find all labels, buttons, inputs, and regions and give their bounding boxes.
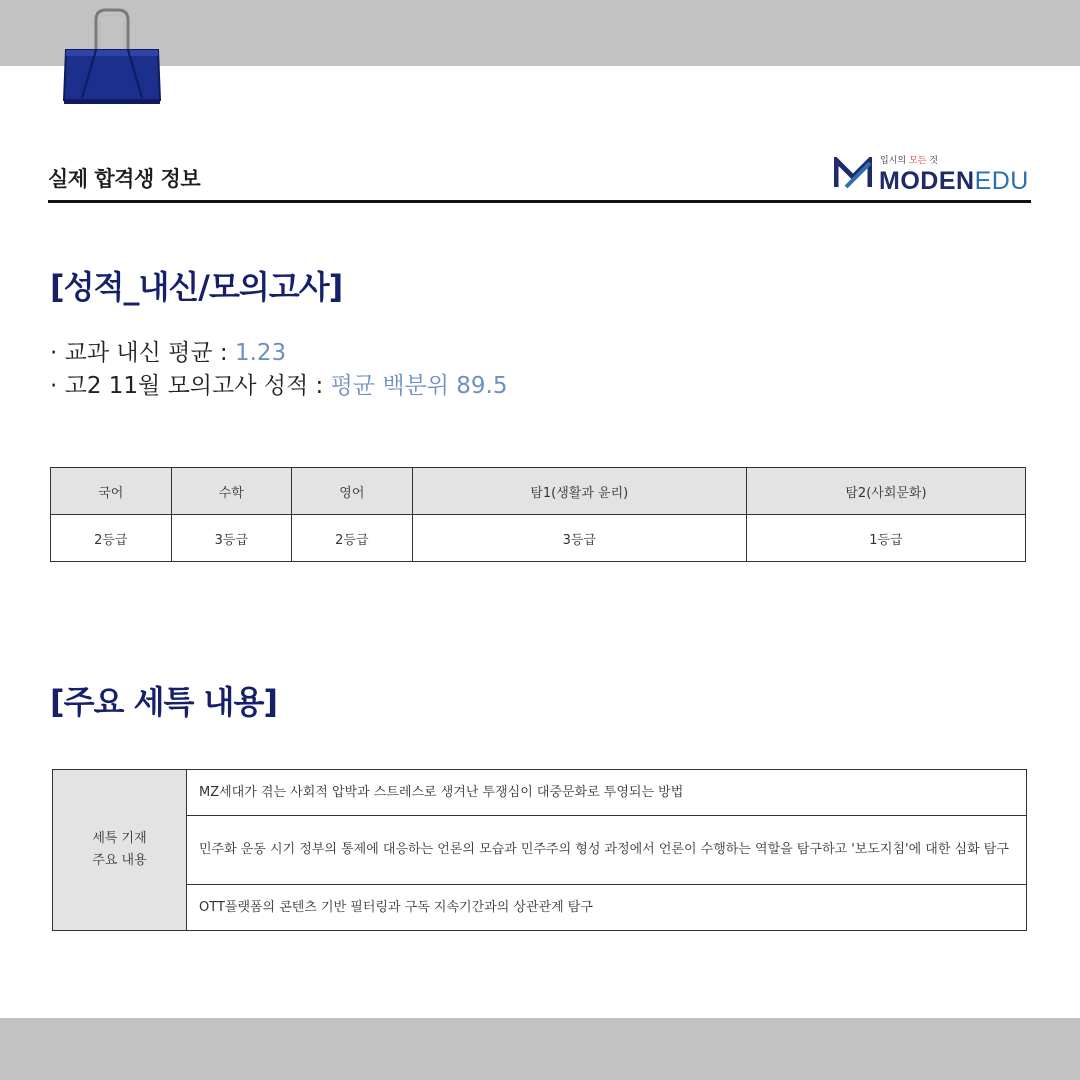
header-divider — [48, 200, 1031, 203]
grades-value-cell: 3등급 — [171, 515, 292, 562]
modenedu-logo — [834, 153, 1034, 195]
setuk-section-title: [주요 세특 내용] — [50, 683, 278, 721]
grades-header-cell: 수학 — [171, 468, 292, 515]
setuk-item: MZ세대가 겪는 사회적 압박과 스트레스로 생겨난 투쟁심이 대중문화로 투영되는 방법 — [187, 770, 1027, 816]
grades-value-cell: 2등급 — [292, 515, 413, 562]
grades-value-row — [51, 515, 1026, 562]
setuk-row — [53, 770, 1027, 816]
grades-header-cell: 영어 — [292, 468, 413, 515]
bottom-band — [0, 1018, 1080, 1080]
grades-header-row — [51, 468, 1026, 515]
logo-tagline: 입시의 모든 것 — [880, 156, 938, 166]
grades-table — [50, 467, 1026, 562]
grades-value-cell: 3등급 — [412, 515, 746, 562]
bullet-mock-exam: · 고2 11월 모의고사 성적 : 평균 백분위 89.5 — [50, 373, 508, 399]
setuk-row — [53, 816, 1027, 885]
grades-value-cell: 2등급 — [51, 515, 172, 562]
grades-value-cell: 1등급 — [746, 515, 1025, 562]
grades-header-cell: 탐2(사회문화) — [746, 468, 1025, 515]
grades-header-cell: 탐1(생활과 윤리) — [412, 468, 746, 515]
grades-header-cell: 국어 — [51, 468, 172, 515]
binder-clip-icon — [58, 6, 164, 106]
setuk-table — [52, 769, 1027, 931]
setuk-item: 민주화 운동 시기 정부의 통제에 대응하는 언론의 모습과 민주주의 형성 과정에서 언론이 수행하는 역할을 탐구하고 '보도지침'에 대한 심화 탐구 — [187, 816, 1027, 885]
bullet-naesin-average: · 교과 내신 평균 : 1.23 — [50, 340, 287, 366]
setuk-label-line: 주요 내용 — [92, 853, 147, 868]
setuk-row — [53, 885, 1027, 931]
setuk-label-cell — [53, 770, 187, 931]
page-header-title: 실제 합격생 정보 — [48, 167, 201, 191]
setuk-item: OTT플랫폼의 콘텐츠 기반 필터링과 구독 지속기간과의 상관관계 탐구 — [187, 885, 1027, 931]
setuk-label-line: 세특 기재 — [92, 831, 147, 846]
grades-section-title: [성적_내신/모의고사] — [50, 268, 343, 306]
modenedu-mark-icon — [834, 157, 872, 189]
logo-wordmark: MODENEDU — [879, 167, 1029, 195]
